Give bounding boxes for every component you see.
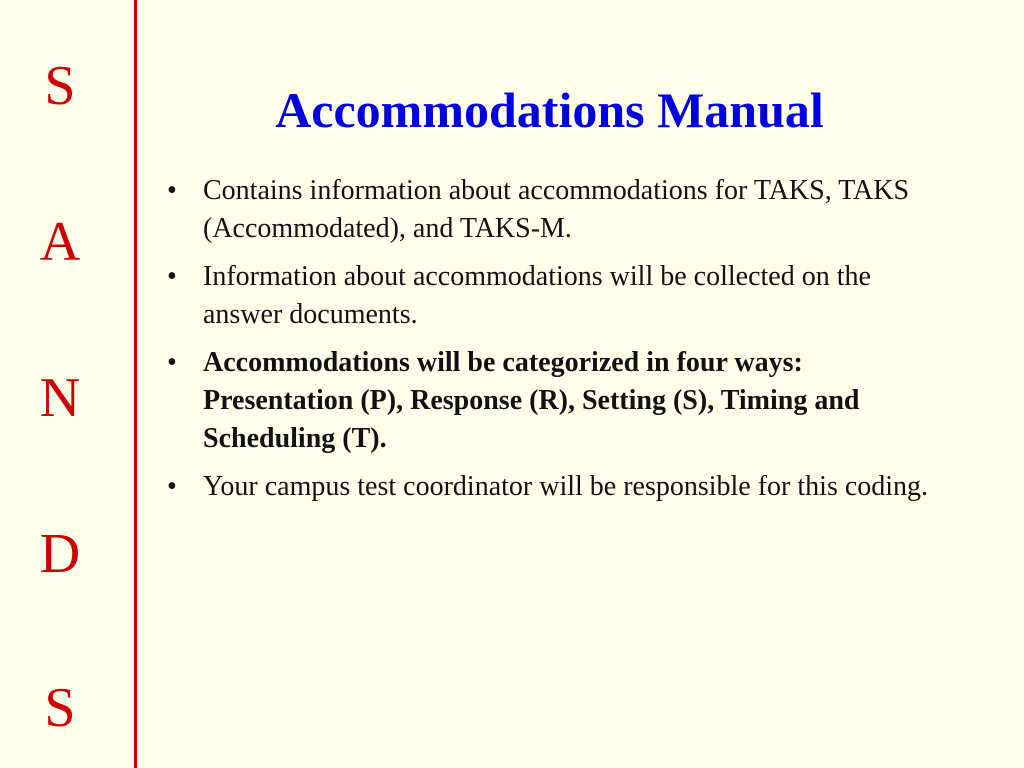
- bullet-icon: •: [167, 471, 177, 502]
- bullet-icon: •: [167, 175, 177, 206]
- bullet-icon: •: [167, 261, 177, 292]
- side-letter-a: A: [39, 211, 81, 273]
- bullet-item: [163, 258, 953, 334]
- bullet-text: Contains information about accommodations for TAKS, TAKS (Accommodated), and TAKS-M.: [203, 175, 910, 244]
- slide-title: Accommodations Manual: [275, 82, 824, 138]
- bullet-item-bold: [163, 344, 953, 458]
- bullet-item: [163, 172, 953, 248]
- bullet-text: Information about accommodations will be collected on the answer documents.: [203, 261, 871, 330]
- bullet-list: [163, 172, 953, 516]
- bullet-text: Accommodations will be categorized in four ways: Presentation (P), Response (R), Setting (S), Timing and Scheduling (T).: [203, 347, 860, 454]
- side-letter-s-bottom: S: [44, 677, 76, 739]
- bullet-icon: •: [167, 347, 177, 378]
- side-letter-d: D: [39, 523, 81, 585]
- side-letter-n: N: [39, 367, 81, 429]
- bullet-text: Your campus test coordinator will be responsible for this coding.: [203, 471, 929, 502]
- side-letter-s: S: [44, 55, 76, 117]
- bullet-item: [163, 468, 953, 506]
